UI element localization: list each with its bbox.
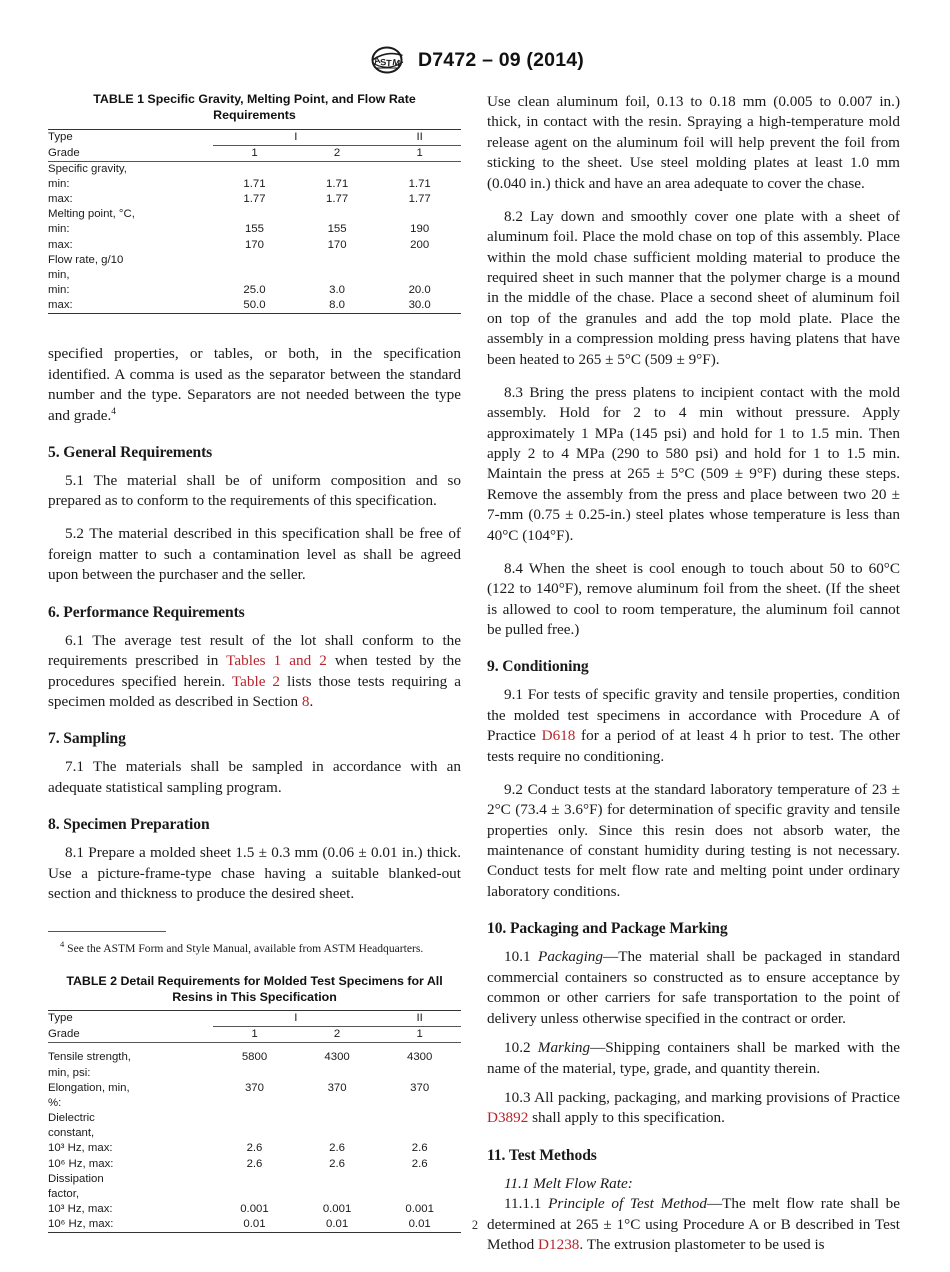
row-value: 2.6 (329, 1142, 345, 1155)
footnote-number: 4 (60, 938, 65, 949)
table-2-grade-3: 1 (416, 1028, 423, 1041)
paragraph-text: specified properties, or tables, or both, in the specification identified. A comma is used as the separator between the standard number and the type. Separators are not needed between the type and grade. (48, 345, 461, 424)
row-value: 370 (410, 1081, 430, 1094)
row-value (213, 268, 296, 283)
row-label: 10³ Hz, max: (48, 1142, 113, 1155)
table-row (48, 1043, 461, 1051)
document-designation: D7472 – 09 (2014) (417, 48, 585, 71)
table-1 (48, 92, 461, 314)
row-value: 25.0 (243, 283, 266, 296)
row-value (213, 1187, 296, 1202)
row-label: min, psi: (48, 1066, 91, 1079)
row-value: 0.001 (240, 1203, 269, 1216)
paragraph-text: 9.1 For tests of specific gravity and tensile properties, condition the molded test specimens in accordance with Procedure A of Practice (487, 686, 900, 745)
row-value: 155 (327, 223, 347, 236)
paragraph-text: lists those tests requiring a specimen molded as described in Section (48, 672, 461, 711)
heading-performance-requirements: 6. Performance Requirements (48, 603, 245, 621)
row-label: min: (48, 177, 70, 190)
row-value: 1.71 (325, 177, 349, 190)
row-value: 1.77 (408, 193, 431, 206)
table-row (48, 1187, 461, 1202)
table-1-grade-1: 1 (251, 146, 258, 159)
row-value: 8.0 (329, 299, 345, 312)
row-label: %: (48, 1096, 62, 1109)
row-label: Melting point, °C, (48, 208, 135, 221)
row-value: 200 (410, 238, 430, 251)
row-label: Elongation, min, (48, 1081, 130, 1094)
paragraph-text: when tested by the procedures specified herein. (48, 652, 461, 690)
paragraph-text: 10.3 All packing, packaging, and marking provisions of Practice (504, 1088, 900, 1106)
paragraph-number: 11.1.1 (504, 1195, 549, 1213)
paragraph-text: —The melt flow rate shall be determined at 265 ± 1°C using Procedure A or B described in Test Method (487, 1195, 900, 1254)
row-label: Dielectric (48, 1112, 95, 1125)
table-row (48, 1172, 461, 1187)
heading-sampling: 7. Sampling (48, 730, 126, 748)
table-1-type-I: I (213, 129, 378, 145)
table-2-type-label: Type (48, 1012, 73, 1025)
row-value: 30.0 (408, 299, 431, 312)
table-row (48, 253, 461, 268)
table-2-type-II: II (378, 1011, 461, 1027)
row-value (213, 1111, 296, 1126)
row-value (213, 207, 296, 222)
row-value: 0.01 (325, 1218, 349, 1231)
row-value: 2.6 (411, 1142, 428, 1155)
row-label: 10⁶ Hz, max: (48, 1157, 114, 1170)
row-value (296, 1187, 379, 1202)
row-value (296, 253, 379, 268)
table-row (48, 1081, 461, 1096)
svg-text:A: A (372, 54, 382, 66)
table-2 (48, 974, 461, 1234)
term-principle-of-test-method: Principle of Test Method (548, 1195, 707, 1213)
row-value: 2.6 (329, 1157, 345, 1170)
page-number: 2 (471, 1218, 479, 1232)
row-value (378, 1066, 461, 1081)
table-2-title: TABLE 2 Detail Requirements for Molded Test Specimens for All Resins in This Specification (66, 973, 443, 1004)
row-value: 5800 (241, 1051, 268, 1064)
row-value: 370 (244, 1081, 264, 1094)
svg-text:S: S (379, 56, 387, 68)
paragraph-continued (48, 344, 461, 426)
row-value: 4300 (407, 1051, 433, 1064)
row-value (213, 253, 296, 268)
paragraph-number: 10.2 (504, 1039, 538, 1057)
link-tables-1-and-2[interactable]: Tables 1 and 2 (226, 652, 327, 670)
paragraph-11-1: 11.1 Melt Flow Rate: (504, 1174, 633, 1192)
row-label: max: (48, 299, 73, 312)
row-value: 1.77 (243, 193, 266, 206)
table-2-grade-2: 2 (333, 1028, 341, 1041)
row-value: 2.6 (246, 1157, 263, 1170)
paragraph-7-1: 7.1 The materials shall be sampled in accordance with an adequate statistical sampling program. (48, 758, 461, 796)
table-2-grade-label: Grade (48, 1028, 80, 1041)
row-label: 10³ Hz, max: (48, 1203, 113, 1216)
row-label: Dissipation (48, 1172, 104, 1185)
page-header (0, 46, 950, 79)
paragraph-10-1 (487, 947, 900, 1029)
row-value (378, 1172, 461, 1187)
paragraph-8-1: 8.1 Prepare a molded sheet 1.5 ± 0.3 mm (0.06 ± 0.01 in.) thick. Use a picture-frame-type chase having a suitable blanked-out section and thickness to produce the desired sheet. (48, 844, 461, 903)
row-value (296, 1111, 379, 1126)
row-value (213, 161, 296, 177)
paragraph-text: 6.1 The average test result of the lot shall conform to the requirements prescribed in (48, 631, 461, 670)
footnote-4 (48, 938, 461, 956)
row-value (296, 1126, 379, 1141)
row-value (378, 1126, 461, 1141)
footnote-marker: 4 (111, 406, 116, 417)
row-value (296, 1096, 379, 1111)
table-row (48, 192, 461, 207)
table-1-grade-label: Grade (48, 146, 80, 159)
row-value: 2.6 (411, 1157, 428, 1170)
row-label: constant, (48, 1127, 95, 1140)
astm-logo-icon (366, 46, 408, 74)
table-row (48, 207, 461, 222)
paragraph-text: —Shipping containers shall be marked with the name of the material, type, grade, and quantity therein. (487, 1039, 900, 1077)
table-row (48, 1011, 461, 1027)
row-label: min, (48, 268, 70, 281)
row-value: 155 (244, 223, 264, 236)
footnote-separator (48, 931, 166, 932)
row-label: Tensile strength, (48, 1051, 131, 1064)
row-value: 170 (327, 238, 347, 251)
row-value: 190 (410, 223, 430, 236)
table-row (48, 268, 461, 283)
row-value (378, 1111, 461, 1126)
table-row (48, 1202, 461, 1217)
term-packaging: Packaging (538, 948, 603, 966)
right-column (487, 92, 900, 1256)
row-value: 370 (327, 1081, 347, 1094)
table-1-grid (48, 129, 461, 315)
term-marking: Marking (537, 1039, 591, 1057)
row-value (378, 1187, 461, 1202)
table-row (48, 1027, 461, 1043)
table-1-type-II: II (378, 129, 461, 145)
table-1-grade-3: 1 (416, 146, 423, 159)
row-value: 4300 (324, 1051, 350, 1064)
row-label: min: (48, 283, 70, 296)
table-2-grade-1: 1 (251, 1028, 258, 1041)
row-value (378, 1096, 461, 1111)
row-value (213, 1096, 296, 1111)
heading-packaging-and-package-marking: 10. Packaging and Package Marking (487, 920, 728, 938)
paragraph-text: —The material shall be packaged in standard commercial containers so constructed as to ensure acceptance by common or other carriers for safe transportation to the point of delivery unless otherwise specified in the contract or order. (487, 948, 900, 1027)
row-value (296, 207, 379, 222)
row-value: 0.01 (243, 1218, 266, 1231)
table-row (48, 283, 461, 298)
row-value (213, 1126, 296, 1141)
row-value: 3.0 (329, 283, 345, 296)
row-value (296, 161, 379, 177)
link-table-2[interactable]: Table 2 (231, 672, 281, 690)
table-row (48, 177, 461, 192)
link-d618[interactable]: D618 (541, 727, 576, 745)
table-row (48, 222, 461, 237)
row-value (296, 268, 379, 283)
row-label: max: (48, 193, 73, 206)
link-d1238[interactable]: D1238 (538, 1236, 580, 1254)
table-row (48, 238, 461, 253)
row-value (296, 1066, 379, 1081)
row-value: 170 (244, 238, 264, 251)
paragraph-8-4: 8.4 When the sheet is cool enough to touch about 50 to 60°C (122 to 140°F), remove aluminum foil from the sheet. (If the sheet is allowed to cool to room temperature, the aluminum foil cannot be pulled free.) (487, 559, 900, 638)
paragraph-9-1 (487, 685, 900, 767)
row-value (296, 1172, 379, 1187)
heading-test-methods: 11. Test Methods (487, 1146, 597, 1164)
row-value (378, 207, 461, 222)
svg-text:M: M (391, 57, 401, 69)
footnote-text: See the ASTM Form and Style Manual, available from ASTM Headquarters. (67, 941, 424, 955)
table-row (48, 298, 461, 314)
row-value (378, 253, 461, 268)
paragraph-number: 10.1 (504, 948, 539, 966)
table-row (48, 129, 461, 145)
heading-conditioning: 9. Conditioning (487, 658, 589, 676)
paragraph-8-3: 8.3 Bring the press platens to incipient contact with the mold assembly. Hold for 2 to 4 min without pressure. Apply approximately 1 MPa (145 psi) and hold for 1 to 1.5 min. Then apply 2 to 4 MPa (290 to 580 psi) and hold for 1 to 1.5 min. Maintain the press at 265 ± 5°C (509 ± 9°F) during these steps. Remove the assembly from the press and place between two 20 ± 7-mm (0.75 ± 0.25-in.) steel plates whose temperature is less than 40°C (104°F). (487, 383, 900, 544)
row-value: 1.77 (325, 193, 349, 206)
row-value: 0.01 (408, 1218, 431, 1231)
row-value (378, 161, 461, 177)
row-value: 50.0 (243, 299, 266, 312)
row-value: 1.71 (243, 177, 266, 190)
paragraph-text: for a period of at least 4 h prior to test. The other tests require no conditioning. (487, 727, 900, 765)
table-row (48, 1096, 461, 1111)
row-label: Flow rate, g/10 (48, 253, 124, 266)
row-label: factor, (48, 1187, 80, 1200)
table-row (48, 1126, 461, 1141)
table-row (48, 161, 461, 177)
row-value: 0.001 (322, 1203, 352, 1216)
table-row (48, 1066, 461, 1081)
paragraph-6-1 (48, 631, 461, 713)
table-1-title: TABLE 1 Specific Gravity, Melting Point, and Flow Rate Requirements (93, 92, 416, 122)
row-value: 2.6 (246, 1142, 263, 1155)
table-row (48, 1157, 461, 1172)
heading-general-requirements: 5. General Requirements (48, 444, 213, 462)
heading-specimen-preparation: 8. Specimen Preparation (48, 816, 210, 834)
paragraph-text: . (309, 693, 314, 711)
table-row (48, 1050, 461, 1065)
table-2-grid (48, 1010, 461, 1233)
paragraph-5-2: 5.2 The material described in this specification shall be free of foreign matter to such a contamination level as shall be agreed upon between the purchaser and the seller. (48, 525, 461, 584)
svg-text:T: T (385, 58, 392, 69)
paragraph-8-1-continued: Use clean aluminum foil, 0.13 to 0.18 mm (0.005 to 0.007 in.) thick, in contact with the resin. Spraying a high-temperature mold release agent on the aluminum foil will help prevent the foil from sticking to the sheet. Use steel molding plates at least 1.0 mm (0.040 in.) thick and have an area adequate to cover the chase. (487, 93, 900, 192)
table-row (48, 146, 461, 162)
left-column (48, 92, 461, 1233)
paragraph-5-1: 5.1 The material shall be of uniform composition and so prepared as to conform to the requirements of this specification. (48, 472, 461, 510)
paragraph-10-2 (487, 1038, 900, 1079)
row-label: max: (48, 238, 73, 251)
table-1-type-label: Type (48, 130, 73, 143)
table-2-type-I: I (213, 1011, 378, 1027)
table-1-grade-2: 2 (333, 146, 341, 159)
paragraph-text: shall apply to this specification. (528, 1109, 725, 1127)
link-d3892[interactable]: D3892 (487, 1109, 529, 1127)
paragraph-9-2: 9.2 Conduct tests at the standard laboratory temperature of 23 ± 2°C (73.4 ± 3.6°F) for determination of specific gravity and tensile properties only. Since this resin does not absorb water, the maintenance of constant humidity during testing is not necessary. Conduct tests for melt flow rate and melting point under ordinary laboratory conditions. (487, 780, 900, 900)
row-value (213, 1066, 296, 1081)
row-value: 1.71 (408, 177, 431, 190)
table-row (48, 1111, 461, 1126)
paragraph-10-3 (487, 1088, 900, 1129)
table-row (48, 1141, 461, 1156)
row-label: Specific gravity, (48, 162, 127, 175)
paragraph-text: . The extrusion plastometer to be used is (579, 1236, 825, 1254)
paragraph-8-2: 8.2 Lay down and smoothly cover one plate with a sheet of aluminum foil. Place the mold chase on top of this assembly. Place within the mold chase sufficient molding material to produce the required sheet in such manner that the polymer charge is a mound in the middle of the chase. Place a second sheet of aluminum foil on top of the granules and add the top mold plate. Place the assembly in a compression molding press having platens that have been heated to 265 ± 5°C (509 ± 9°F). (487, 207, 900, 368)
row-value (378, 268, 461, 283)
link-section-8[interactable]: 8 (301, 693, 310, 711)
row-label: 10⁶ Hz, max: (48, 1218, 114, 1231)
row-value: 0.001 (405, 1203, 434, 1216)
row-value: 20.0 (408, 283, 431, 296)
row-value (213, 1172, 296, 1187)
row-label: min: (48, 223, 70, 236)
